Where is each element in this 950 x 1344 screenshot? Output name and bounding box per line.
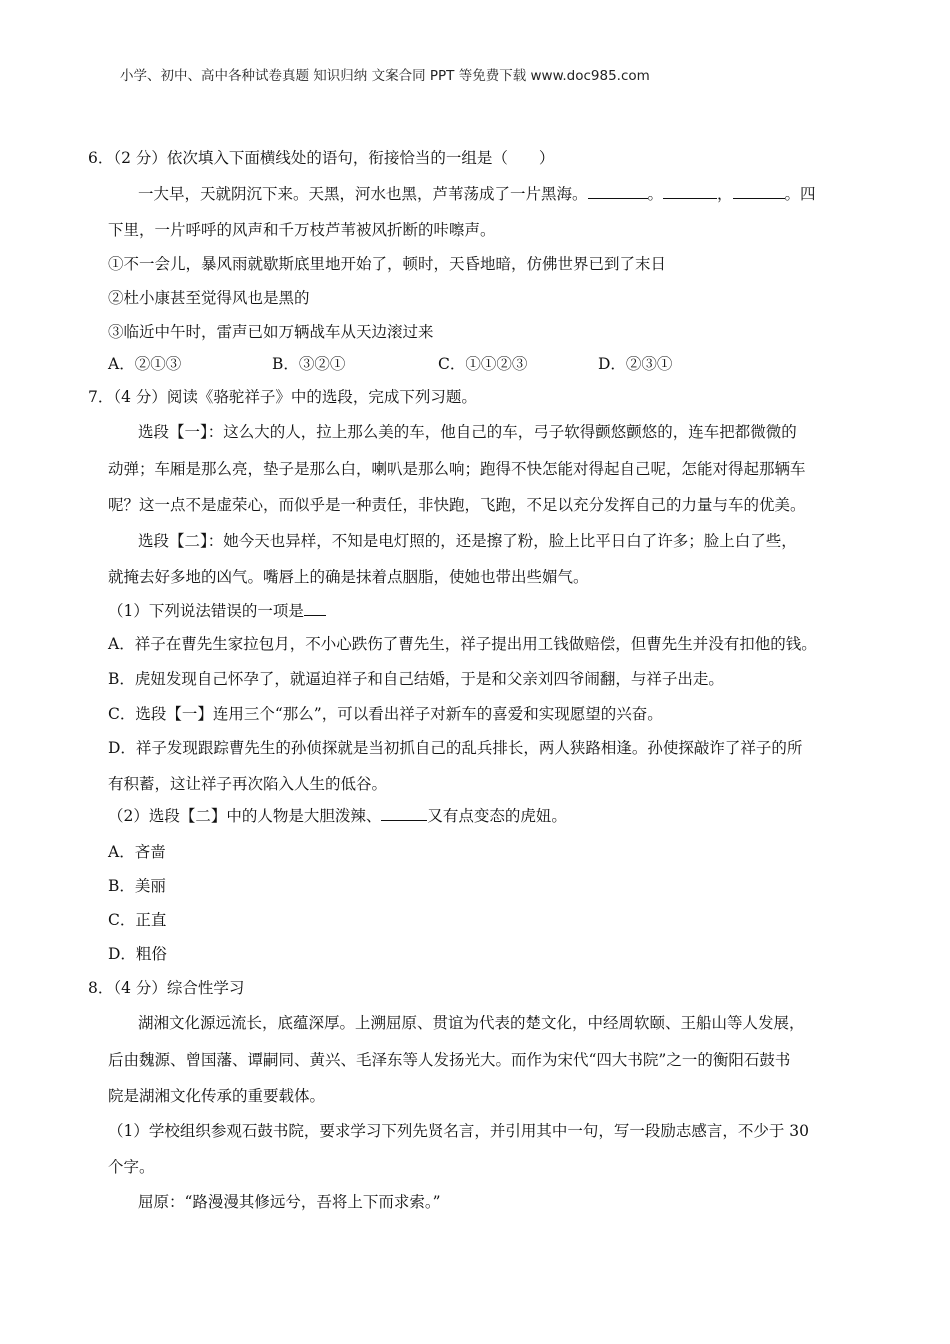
sep-1: 。 bbox=[647, 185, 664, 203]
q7-sub-1-option-d-line-2: 有积蓄，这让祥子再次陷入人生的低谷。 bbox=[108, 775, 388, 793]
q6-option-a: A．②①③ bbox=[108, 355, 182, 373]
question-6-passage-line-2: 下里，一片呼呼的风声和千万枝芦苇被风折断的咔嚓声。 bbox=[108, 221, 496, 239]
sub-2-text: （2）选段【二】中的人物是大胆泼辣、 bbox=[108, 807, 382, 825]
sentence-2: ②杜小康甚至觉得风也是黑的 bbox=[108, 289, 310, 307]
q7-sub-2 bbox=[108, 806, 567, 826]
sentence-3: ③临近中午时，雷声已如万辆战车从天边滚过来 bbox=[108, 323, 434, 341]
q6-option-b: B．③②① bbox=[272, 355, 346, 373]
question-8-stem: 8．（4 分）综合性学习 bbox=[88, 979, 245, 997]
q8-sub-1-line-2: 个字。 bbox=[108, 1158, 155, 1176]
q8-sub-1-line-1: （1）学校组织参观石鼓书院，要求学习下列先贤名言，并引用其中一句，写一段励志感言，不少于 30 bbox=[108, 1122, 810, 1140]
quote-qu-yuan: 屈原：“路漫漫其修远兮，吾将上下而求索。” bbox=[138, 1193, 441, 1211]
sub-2-tail: 又有点变态的虎妞。 bbox=[427, 807, 567, 825]
excerpt-2-line-2: 就掩去好多地的凶气。嘴唇上的确是抹着点胭脂，使她也带出些媚气。 bbox=[108, 568, 589, 586]
question-6-passage-line-1 bbox=[138, 184, 816, 204]
sentence-1: ①不一会儿，暴风雨就歇斯底里地开始了，顿时，天昏地暗，仿佛世界已到了末日 bbox=[108, 255, 667, 273]
q7-sub-1-option-b: B．虎妞发现自己怀孕了，就逼迫祥子和自己结婚，于是和父亲刘四爷闹翻，与祥子出走。 bbox=[108, 670, 724, 688]
blank-3 bbox=[733, 184, 785, 199]
answer-blank bbox=[381, 806, 427, 821]
sep-2: ， bbox=[717, 185, 733, 203]
q7-sub-1-option-a: A．祥子在曹先生家拉包月，不小心跌伤了曹先生，祥子提出用工钱做赔偿，但曹先生并没有扣他的钱。 bbox=[108, 635, 817, 653]
q7-sub-2-option-b: B．美丽 bbox=[108, 877, 166, 895]
answer-blank bbox=[304, 601, 326, 616]
q7-sub-2-option-a: A．吝啬 bbox=[108, 843, 166, 861]
excerpt-2-line-1: 选段【二】：她今天也异样，不知是电灯照的，还是擦了粉，脸上比平日白了许多；脸上白了些， bbox=[138, 532, 797, 550]
q7-sub-2-option-d: D．粗俗 bbox=[108, 945, 167, 963]
question-6-stem: 6．（2 分）依次填入下面横线处的语句，衔接恰当的一组是（ ） bbox=[88, 149, 555, 167]
blank-1 bbox=[588, 184, 648, 199]
question-7-stem: 7．（4 分）阅读《骆驼祥子》中的选段，完成下列习题。 bbox=[88, 388, 477, 406]
q7-sub-1-option-d-line-1: D．祥子发现跟踪曹先生的孙侦探就是当初抓自己的乱兵排长，两人狭路相逢。孙使探敲诈了祥子的所 bbox=[108, 739, 803, 757]
q8-passage-line-3: 院是湖湘文化传承的重要载体。 bbox=[108, 1087, 326, 1105]
excerpt-1-line-3: 呢？这一点不是虚荣心，而似乎是一种责任，非快跑，飞跑，不足以充分发挥自己的力量与车的优美。 bbox=[108, 496, 806, 514]
q6-option-c: C．①①②③ bbox=[438, 355, 528, 373]
passage-text: 一大早，天就阴沉下来。天黑，河水也黑，芦苇荡成了一片黑海。 bbox=[138, 185, 588, 203]
page-header: 小学、初中、高中各种试卷真题 知识归纳 文案合同 PPT 等免费下载 www.doc985.com bbox=[120, 68, 650, 84]
blank-2 bbox=[663, 184, 717, 199]
q7-sub-1 bbox=[108, 601, 326, 621]
q7-sub-1-option-c: C．选段【一】连用三个“那么”，可以看出祥子对新车的喜爱和实现愿望的兴奋。 bbox=[108, 705, 663, 723]
q6-option-d: D．②③① bbox=[598, 355, 673, 373]
excerpt-1-line-2: 动弹；车厢是那么亮，垫子是那么白，喇叭是那么响；跑得不快怎能对得起自己呢，怎能对得起那辆车 bbox=[108, 460, 806, 478]
excerpt-1-line-1: 选段【一】：这么大的人，拉上那么美的车，他自己的车，弓子软得颤悠颤悠的，连车把都微微的 bbox=[138, 423, 797, 441]
q8-passage-line-1: 湖湘文化源远流长，底蕴深厚。上溯屈原、贯谊为代表的楚文化，中经周软颐、王船山等人发展， bbox=[138, 1014, 805, 1032]
q7-sub-2-option-c: C．正直 bbox=[108, 911, 167, 929]
passage-tail: 。四 bbox=[784, 185, 816, 203]
q8-passage-line-2: 后由魏源、曾国藩、谭嗣同、黄兴、毛泽东等人发扬光大。而作为宋代“四大书院”之一的衡阳石鼓书 bbox=[108, 1051, 791, 1069]
sub-1-text: （1）下列说法错误的一项是 bbox=[108, 602, 304, 620]
